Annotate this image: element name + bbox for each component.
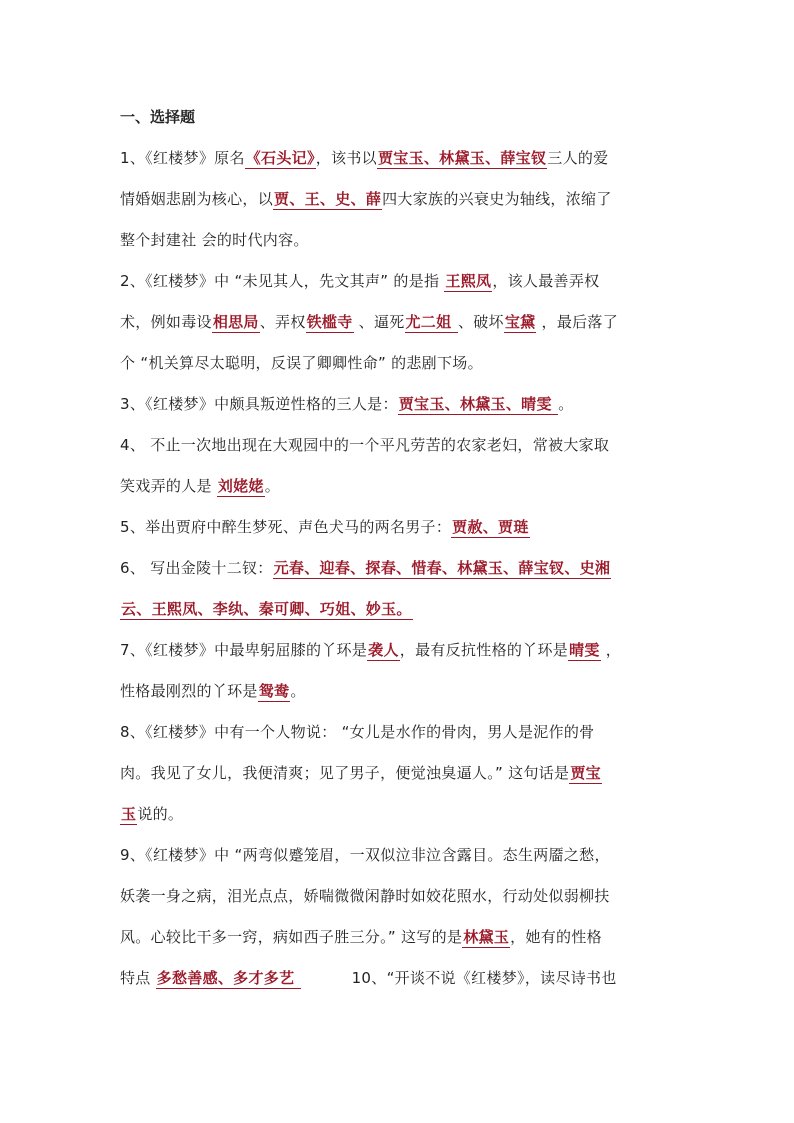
question-text: 三人的爱 <box>547 149 609 167</box>
question-text: 肉。我见了女儿，我便清爽；见了男子，便觉浊臭逼人。” 这句话是 <box>120 764 570 782</box>
question-text: 1、《红楼梦》原名 <box>120 149 245 167</box>
question-text: ，她有的性格 <box>510 928 602 946</box>
answer-text: 林黛玉 <box>463 928 510 946</box>
question-text: 风。心较比干多一窍，病如西子胜三分。” 这写的是 <box>120 928 463 946</box>
question-list <box>120 147 680 1008</box>
answer-text: 《石头记》 <box>245 149 315 167</box>
question-text: 性格最刚烈的丫环是 <box>120 682 258 700</box>
text-line <box>120 352 680 393</box>
question-text: 。 <box>264 477 281 495</box>
text-line <box>120 639 680 680</box>
answer-text: 相思局 <box>212 313 259 331</box>
text-line <box>120 762 680 803</box>
text-line <box>120 393 680 434</box>
answer-text: 刘姥姥 <box>217 477 264 495</box>
question-text: 。 <box>290 682 306 700</box>
question-text: 3、《红楼梦》中颇具叛逆性格的三人是： <box>120 395 398 413</box>
question-text: 术，例如毒设 <box>120 313 212 331</box>
text-line <box>120 803 680 844</box>
question-text: 4、 不止一次地出现在大观园中的一个平凡劳苦的农家老妇，常被大家取 <box>120 436 610 454</box>
question-text: 情婚姻悲剧为核心，以 <box>120 190 274 208</box>
question-text: 、逼死 <box>353 313 405 331</box>
question-text: 、弄权 <box>259 313 306 331</box>
answer-text: 晴雯 <box>569 641 600 659</box>
answer-text: 铁槛寺 <box>306 313 353 331</box>
text-line <box>120 680 680 721</box>
question-text: 说的。 <box>137 805 184 823</box>
text-line <box>120 885 680 926</box>
question-text: 笑戏弄的人是 <box>120 477 217 495</box>
question-text: 。 <box>558 395 574 413</box>
text-line <box>120 270 680 311</box>
text-line <box>120 721 680 762</box>
answer-text: 鸳鸯 <box>258 682 290 700</box>
question-text: ， <box>600 641 622 659</box>
question-text: 、破坏 <box>457 313 504 331</box>
question-text: 特点 <box>120 969 156 987</box>
text-line <box>120 475 680 516</box>
answer-text: 袭人 <box>368 641 399 659</box>
section-heading: 一、选择题 <box>120 108 196 126</box>
text-line <box>120 557 680 598</box>
answer-text: 王熙凤 <box>445 272 492 290</box>
text-line <box>120 844 680 885</box>
question-text: ，该书以 <box>315 149 377 167</box>
question-text: 个 “机关算尽太聪明，反误了卿卿性命” 的悲剧下场。 <box>120 354 483 372</box>
question-text: 四大家族的兴衰史为轴线，浓缩了 <box>382 190 612 208</box>
question-text: 整个封建社 会的时代内容。 <box>120 231 309 249</box>
question-text: 6、 写出金陵十二钗： <box>120 559 273 577</box>
question-text: ，最后落了 <box>536 313 619 331</box>
text-line <box>120 147 680 188</box>
answer-text: 云、王熙凤、李纨、秦可卿、巧姐、妙玉。 <box>121 600 412 618</box>
text-line <box>120 434 680 475</box>
question-text: ，最有反抗性格的丫环是 <box>399 641 569 659</box>
answer-text: 贾、王、史、薛 <box>274 190 382 208</box>
answer-text: 玉 <box>121 805 137 823</box>
answer-text: 元春、迎春、探春、惜春、林黛玉、薛宝钗、史湘 <box>273 559 611 577</box>
text-line <box>120 516 680 557</box>
answer-text: 尤二姐 <box>405 313 457 331</box>
question-text: 妖袭一身之病，泪光点点，娇喘微微闲静时如姣花照水，行动处似弱柳扶 <box>120 887 610 905</box>
question-text: 2、《红楼梦》中 “未见其人，先文其声” 的是指 <box>120 272 445 290</box>
question-text: 10、“开谈不说《红楼梦》，读尽诗书也 <box>300 969 617 987</box>
question-text: 9、《红楼梦》中 “两弯似蹙笼眉，一双似泣非泣含露目。态生两靥之愁， <box>120 846 610 864</box>
text-line <box>120 926 680 967</box>
text-line <box>120 967 680 1008</box>
document-page <box>120 106 680 1008</box>
answer-text: 贾赦、贾琏 <box>452 518 529 536</box>
text-line <box>120 188 680 229</box>
answer-text: 贾宝 <box>570 764 601 782</box>
answer-text: 贾宝玉、林黛玉、晴雯 <box>398 395 558 413</box>
text-line <box>120 229 680 270</box>
answer-text: 贾宝玉、林黛玉、薛宝钗 <box>377 149 547 167</box>
question-text: 5、举出贾府中醉生梦死、声色犬马的两名男子： <box>120 518 452 536</box>
text-line <box>120 311 680 352</box>
question-text: ，该人最善弄权 <box>492 272 600 290</box>
question-text: 8、《红楼梦》中有一个人物说： “女儿是水作的骨肉，男人是泥作的骨 <box>120 723 595 741</box>
text-line <box>120 598 680 639</box>
answer-text: 宝黛 <box>504 313 536 331</box>
answer-text: 多愁善感、多才多艺 <box>156 969 300 987</box>
question-text: 7、《红楼梦》中最卑躬屈膝的丫环是 <box>120 641 368 659</box>
